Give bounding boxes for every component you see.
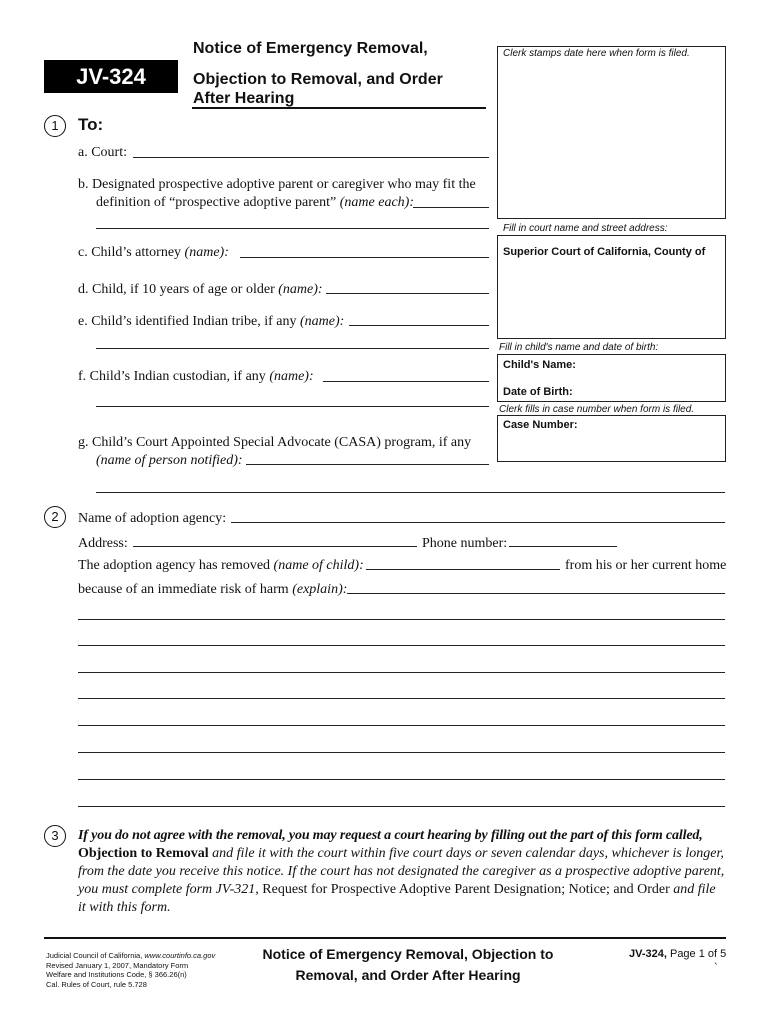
footer-mark: ` bbox=[714, 962, 718, 974]
explain-field[interactable] bbox=[347, 593, 725, 594]
phone-label: Phone number: bbox=[422, 536, 508, 551]
footer-title bbox=[232, 944, 584, 986]
s3-line2: Objection to Removal and file it with the court within five court days or seven calendar days, whichever is longer, bbox=[78, 846, 724, 861]
explain-line-2[interactable] bbox=[78, 645, 725, 646]
indian-custodian-field-2[interactable] bbox=[96, 406, 489, 407]
clerk-stamp-caption: Clerk stamps date here when form is filed. bbox=[503, 48, 690, 59]
footer-council: Judicial Council of California, www.courtinfo.ca.gov bbox=[46, 951, 216, 960]
prospective-parent-field-2[interactable] bbox=[96, 228, 489, 229]
footer-revised: Revised January 1, 2007, Mandatory Form bbox=[46, 960, 189, 970]
agency-name-field[interactable] bbox=[231, 522, 725, 523]
court-name: Superior Court of California, County of bbox=[503, 246, 706, 258]
s3-line5: it with this form. bbox=[78, 900, 171, 915]
court-caption: Fill in court name and street address: bbox=[503, 223, 668, 234]
s3-line4: you must complete form JV-321, Request for Prospective Adoptive Parent Designation; Notice; and Order and file bbox=[78, 882, 716, 897]
footer-legal bbox=[46, 951, 215, 989]
footer-title-line1: Notice of Emergency Removal, Objection to bbox=[262, 946, 554, 962]
childs-attorney-field[interactable] bbox=[240, 257, 489, 258]
explain-line-1[interactable] bbox=[78, 619, 725, 620]
title-line-3: After Hearing bbox=[193, 90, 295, 107]
explain-line-7[interactable] bbox=[78, 779, 725, 780]
item-d-label: d. Child, if 10 years of age or older (name): bbox=[78, 282, 323, 297]
item-e-label: e. Child’s identified Indian tribe, if any (name): bbox=[78, 314, 345, 329]
s3-line1: If you do not agree with the removal, you may request a court hearing by filling out the part of this form called, bbox=[78, 828, 703, 843]
form-number-badge bbox=[44, 60, 178, 93]
section-2-number: 2 bbox=[44, 506, 66, 528]
item-b-line1: b. Designated prospective adoptive parent or caregiver who may fit the bbox=[78, 177, 476, 192]
explain-line-5[interactable] bbox=[78, 725, 725, 726]
item-b-line2: definition of “prospective adoptive parent” (name each): bbox=[96, 195, 414, 210]
explain-line-6[interactable] bbox=[78, 752, 725, 753]
child-name-field[interactable] bbox=[326, 293, 489, 294]
section-3-text bbox=[78, 827, 728, 917]
footer-page: JV-324, Page 1 of 5 bbox=[629, 948, 727, 960]
child-name-label: Child's Name: bbox=[503, 359, 576, 371]
title-divider bbox=[192, 107, 486, 109]
dob-label: Date of Birth: bbox=[503, 386, 573, 398]
item-c-label: c. Child’s attorney (name): bbox=[78, 245, 229, 260]
section-3-number: 3 bbox=[44, 825, 66, 847]
address-field[interactable] bbox=[133, 546, 417, 547]
phone-field[interactable] bbox=[509, 546, 617, 547]
form-title bbox=[193, 39, 493, 108]
footer-divider bbox=[44, 937, 726, 939]
explain-line-3[interactable] bbox=[78, 672, 725, 673]
item-f-label: f. Child’s Indian custodian, if any (name): bbox=[78, 369, 314, 384]
item-g-line2: (name of person notified): bbox=[96, 453, 243, 468]
clerk-stamp-box bbox=[497, 46, 726, 219]
section-1-number: 1 bbox=[44, 115, 66, 137]
indian-tribe-field[interactable] bbox=[349, 325, 489, 326]
address-label: Address: bbox=[78, 536, 128, 551]
indian-custodian-field[interactable] bbox=[323, 381, 489, 382]
form-number: JV-324 bbox=[76, 64, 146, 89]
footer-code: Welfare and Institutions Code, § 366.26(n) bbox=[46, 970, 187, 979]
case-number-label: Case Number: bbox=[503, 419, 578, 431]
item-g-line1: g. Child’s Court Appointed Special Advocate (CASA) program, if any bbox=[78, 435, 472, 450]
footer-rules: Cal. Rules of Court, rule 5.728 bbox=[46, 979, 147, 989]
case-caption: Clerk fills in case number when form is filed. bbox=[499, 404, 695, 415]
explain-line-4[interactable] bbox=[78, 698, 725, 699]
s3-line3: from the date you receive this notice. If the court has not designated the caregiver as a prospective adoptive parent, bbox=[78, 864, 725, 879]
removed-child-field[interactable] bbox=[366, 569, 560, 570]
title-line-2: Objection to Removal, and Order bbox=[193, 71, 443, 88]
agency-label: Name of adoption agency: bbox=[78, 511, 227, 526]
prospective-parent-field[interactable] bbox=[413, 207, 489, 208]
removed-label: The adoption agency has removed (name of child): bbox=[78, 558, 364, 573]
removed-suffix: from his or her current home bbox=[565, 558, 727, 573]
explain-line-8[interactable] bbox=[78, 806, 725, 807]
because-label: because of an immediate risk of harm (explain): bbox=[78, 582, 348, 597]
title-line-1: Notice of Emergency Removal, bbox=[193, 40, 428, 57]
indian-tribe-field-2[interactable] bbox=[96, 348, 489, 349]
court-field[interactable] bbox=[133, 157, 489, 158]
casa-field-2[interactable] bbox=[96, 492, 725, 493]
casa-field[interactable] bbox=[246, 464, 489, 465]
section-1-heading: To: bbox=[78, 115, 104, 134]
footer-title-line2: Removal, and Order After Hearing bbox=[295, 967, 521, 983]
item-a-label: a. Court: bbox=[78, 145, 127, 160]
child-caption: Fill in child's name and date of birth: bbox=[499, 342, 659, 353]
